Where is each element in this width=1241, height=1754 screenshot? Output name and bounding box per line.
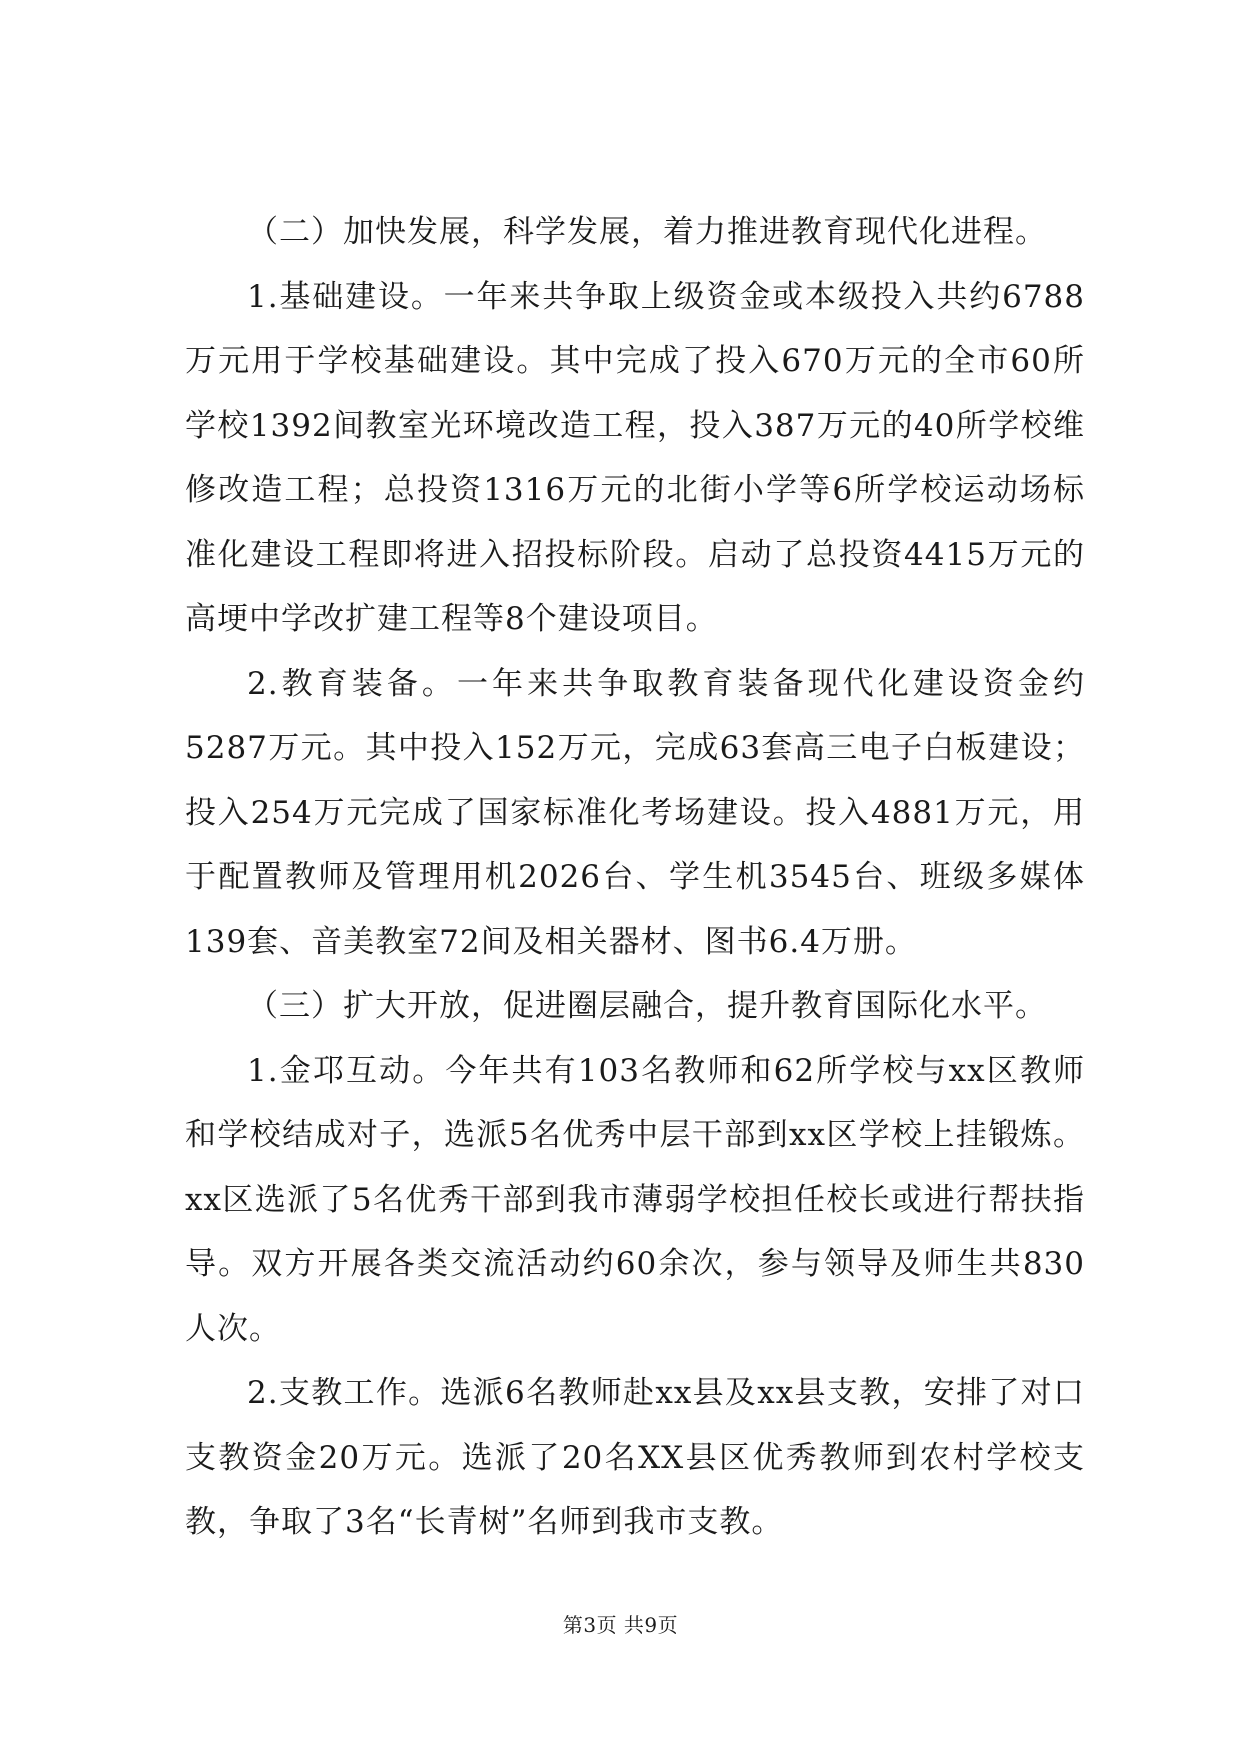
- page-number-footer: 第3页 共9页: [562, 1613, 679, 1637]
- paragraph-interaction: 1.金邛互动。今年共有103名教师和62所学校与xx区教师和学校结成对子，选派5名优秀中层干部到xx区学校上挂锻炼。xx区选派了5名优秀干部到我市薄弱学校担任校长或进行帮扶指导。双方开展各类交流活动约60余次，参与领导及师生共830人次。: [185, 1052, 1085, 1347]
- paragraph-infrastructure: 1.基础建设。一年来共争取上级资金或本级投入共约6788万元用于学校基础建设。其中完成了投入670万元的全市60所学校1392间教室光环境改造工程，投入387万元的40所学校维修改造工程；总投资1316万元的北街小学等6所学校运动场标准化建设工程即将进入招投标阶段。启动了总投资4415万元的高埂中学改扩建工程等8个建设项目。: [185, 278, 1085, 637]
- section-heading-3: （三）扩大开放，促进圈层融合，提升教育国际化水平。: [247, 988, 1047, 1024]
- document-body: [185, 200, 1085, 1555]
- paragraph-teaching-support: 2.支教工作。选派6名教师赴xx县及xx县支教，安排了对口支教资金20万元。选派了20名XX县区优秀教师到农村学校支教，争取了3名“长青树”名师到我市支教。: [185, 1375, 1085, 1540]
- paragraph-equipment: 2.教育装备。一年来共争取教育装备现代化建设资金约5287万元。其中投入152万元，完成63套高三电子白板建设；投入254万元完成了国家标准化考场建设。投入4881万元，用于配置教师及管理用机2026台、学生机3545台、班级多媒体139套、音美教室72间及相关器材、图书6.4万册。: [185, 665, 1085, 960]
- section-heading-2: （二）加快发展，科学发展，着力推进教育现代化进程。: [247, 214, 1047, 250]
